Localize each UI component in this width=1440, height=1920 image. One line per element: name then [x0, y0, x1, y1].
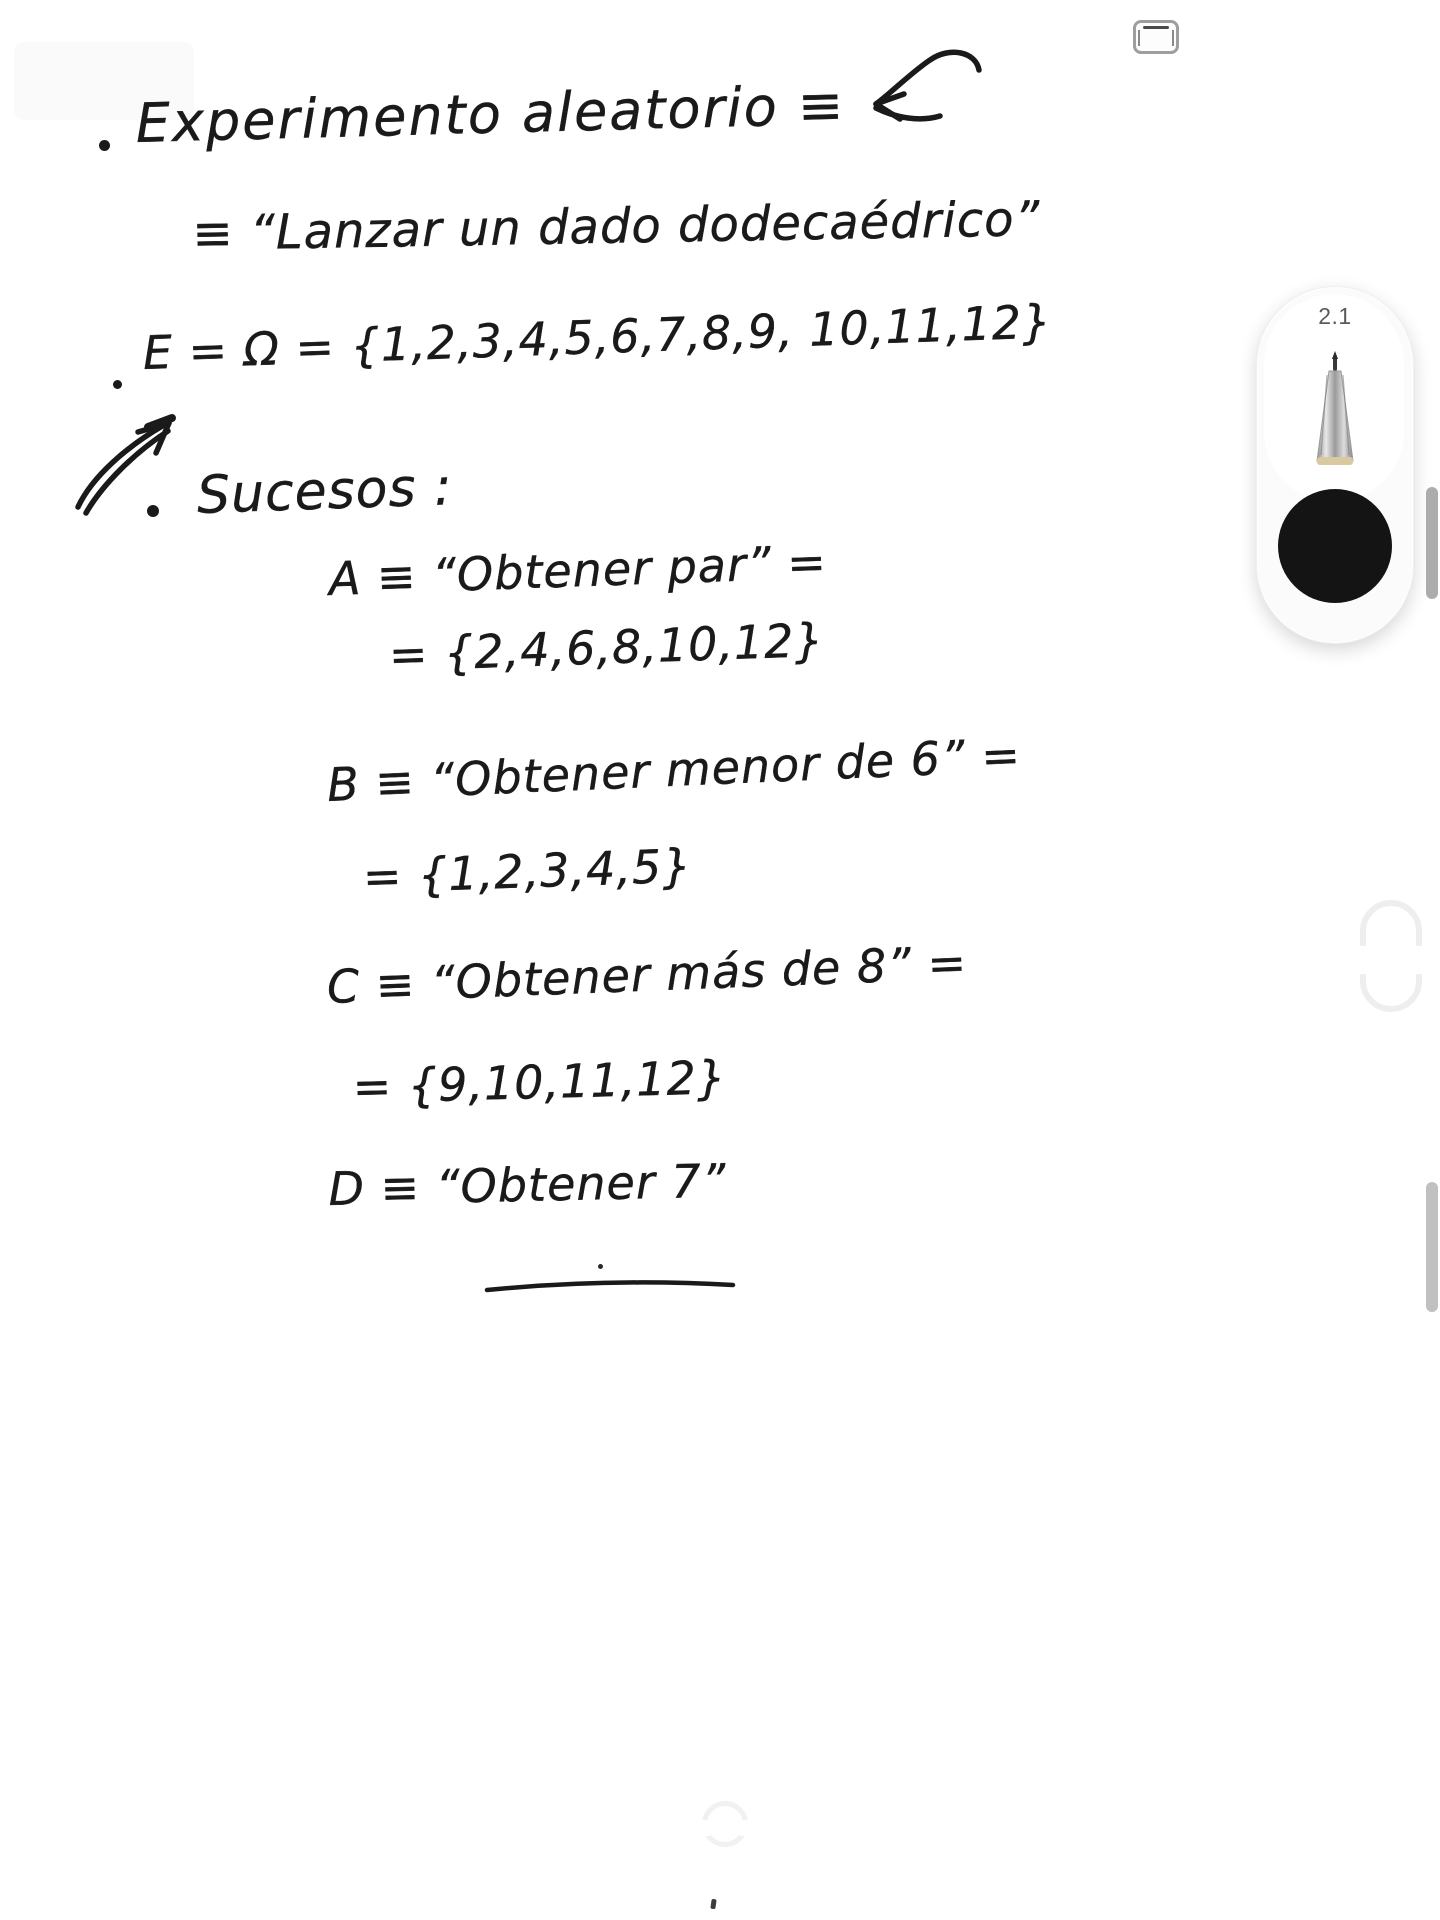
handwriting-sucesos-heading: Sucesos :	[196, 457, 454, 526]
scrollbar-thumb-lower[interactable]	[1426, 1182, 1438, 1312]
page-turn-ghost-pill	[1360, 900, 1422, 1012]
handwriting-sample-space: E = Ω = {1,2,3,4,5,6,7,8,9, 10,11,12}	[142, 294, 1054, 380]
handwriting-event-b-set: = {1,2,3,4,5}	[362, 838, 694, 904]
handwriting-event-d-def: D ≡ “Obtener 7”	[328, 1153, 727, 1216]
ring-gap-left	[701, 1820, 710, 1836]
handwriting-event-a-set: = {2,4,6,8,10,12}	[388, 612, 826, 682]
handwriting-event-b-def: B ≡ “Obtener menor de 6” =	[326, 727, 1022, 812]
page-indicator-ring	[702, 1801, 748, 1847]
ghost-pill-gap-right	[1414, 946, 1424, 974]
curved-arrow-icon	[852, 42, 982, 147]
ink-speck	[598, 1264, 603, 1269]
underline-stroke	[484, 1276, 736, 1296]
ghost-pill-gap-left	[1358, 946, 1368, 974]
bullet-sample-space	[113, 380, 122, 389]
handwriting-definition: ≡ “Lanzar un dado dodecaédrico”	[192, 191, 1041, 262]
up-right-arrow-icon	[66, 405, 191, 520]
pen-size-label: 2.1	[1318, 303, 1352, 329]
handwriting-title: Experimento aleatorio ≡	[135, 73, 846, 155]
scrollbar-thumb-upper[interactable]	[1426, 487, 1438, 599]
pen-tool-widget[interactable]	[1256, 286, 1414, 644]
page-thumbnail-line	[1143, 26, 1169, 29]
handwriting-event-a-def: A ≡ “Obtener par” =	[328, 534, 828, 606]
bullet-title	[99, 140, 110, 151]
ink-color-swatch-black[interactable]	[1278, 489, 1392, 603]
ring-gap-right	[740, 1820, 749, 1836]
page-thumbnail-edge-left	[1138, 30, 1140, 46]
pen-tip-icon[interactable]	[1307, 349, 1363, 479]
page-thumbnail-icon[interactable]	[1133, 20, 1179, 54]
handwriting-event-c-set: = {9,10,11,12}	[352, 1050, 728, 1114]
page-thumbnail-edge-right	[1172, 30, 1174, 46]
stray-ink-mark	[710, 1899, 716, 1910]
handwriting-event-c-def: C ≡ “Obtener más de 8” =	[326, 935, 969, 1014]
